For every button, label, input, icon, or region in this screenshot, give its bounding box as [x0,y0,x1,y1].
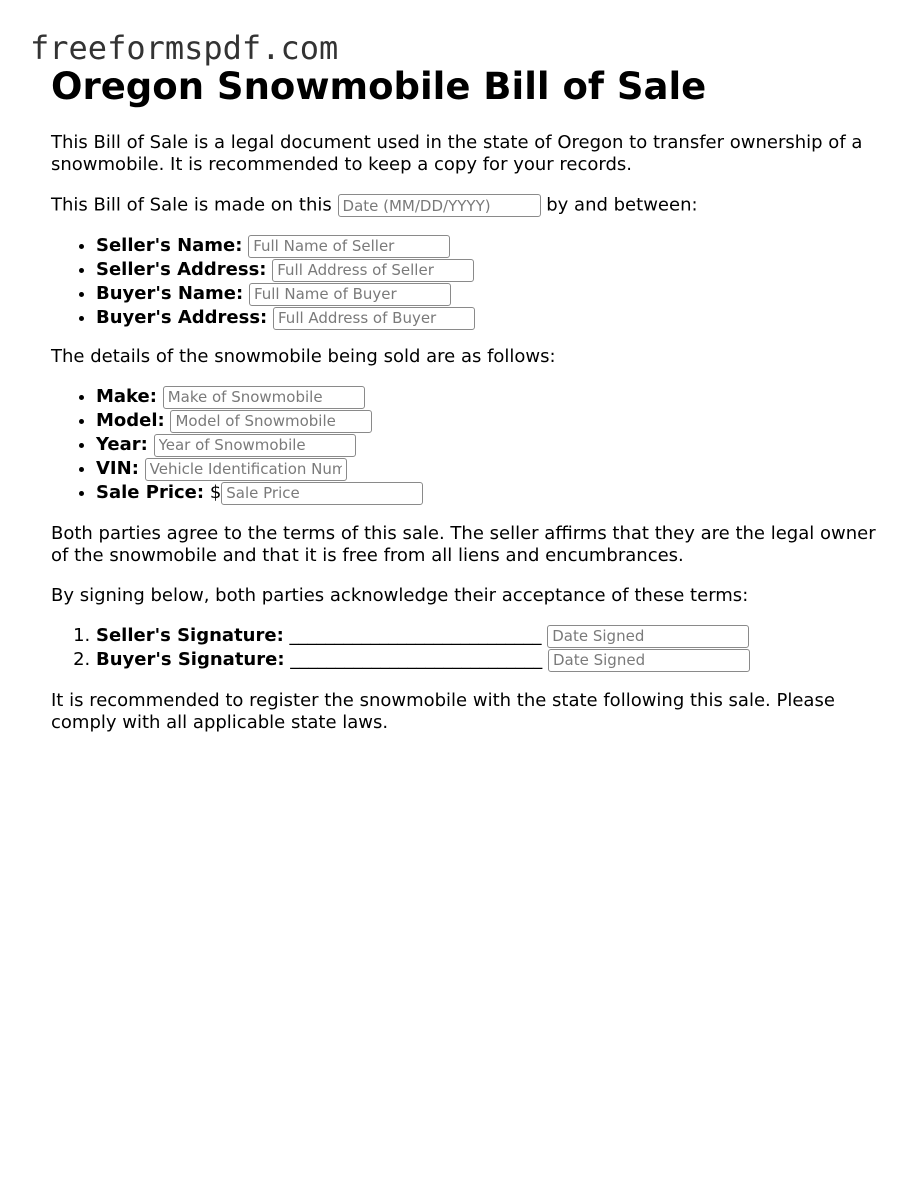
snowmobile-details-list [51,385,881,505]
make-input[interactable] [163,386,365,409]
seller-name-label: Seller's Name: [96,235,243,256]
sale-price-input[interactable] [221,482,423,505]
buyer-date-signed-input[interactable] [548,649,750,672]
list-item-buyer-signature [96,648,881,672]
list-item-make [96,385,881,409]
terms-paragraph: Both parties agree to the terms of this sale. The seller affirms that they are the legal owner of the snowmobile and that it is free from all liens and encumbrances. [51,523,876,566]
seller-address-label: Seller's Address: [96,259,267,280]
seller-signature-line[interactable]: ____________________________ [289,625,542,646]
year-label: Year: [96,434,148,455]
made-on-line [51,194,881,217]
details-intro-paragraph: The details of the snowmobile being sold are as follows: [51,346,556,367]
site-watermark: freeformspdf.com [30,29,339,67]
sale-price-label: Sale Price: [96,482,205,503]
model-label: Model: [96,410,165,431]
made-on-suffix: by and between: [546,194,698,216]
signing-intro-paragraph: By signing below, both parties acknowledge their acceptance of these terms: [51,585,749,606]
list-item-buyer-name [96,282,881,306]
list-item-year [96,433,881,457]
list-item-seller-name [96,234,881,258]
seller-address-input[interactable] [272,259,474,282]
vin-label: VIN: [96,458,139,479]
bill-of-sale-document [51,62,881,734]
seller-name-input[interactable] [248,235,450,258]
dollar-sign: $ [209,482,222,503]
sale-date-input[interactable] [338,194,541,217]
year-input[interactable] [154,434,356,457]
page-title: Oregon Snowmobile Bill of Sale [51,65,707,108]
buyer-signature-label: Buyer's Signature: [96,649,285,670]
seller-signature-label: Seller's Signature: [96,625,284,646]
buyer-address-label: Buyer's Address: [96,307,268,328]
list-item-seller-signature [96,624,881,648]
intro-paragraph: This Bill of Sale is a legal document used in the state of Oregon to transfer ownership of a snowmobile. It is recommended to keep a copy for your records. [51,132,863,175]
signatures-list [51,624,881,672]
parties-list [51,234,881,330]
list-item-buyer-address [96,306,881,330]
model-input[interactable] [170,410,372,433]
buyer-signature-line[interactable]: ____________________________ [290,649,543,670]
seller-date-signed-input[interactable] [547,625,749,648]
make-label: Make: [96,386,157,407]
list-item-seller-address [96,258,881,282]
buyer-name-input[interactable] [249,283,451,306]
buyer-address-input[interactable] [273,307,475,330]
list-item-model [96,409,881,433]
list-item-sale-price [96,481,881,505]
vin-input[interactable] [145,458,347,481]
list-item-vin [96,457,881,481]
made-on-prefix: This Bill of Sale is made on this [51,194,332,216]
buyer-name-label: Buyer's Name: [96,283,244,304]
closing-paragraph: It is recommended to register the snowmobile with the state following this sale. Please comply with all applicable state laws. [51,690,835,733]
